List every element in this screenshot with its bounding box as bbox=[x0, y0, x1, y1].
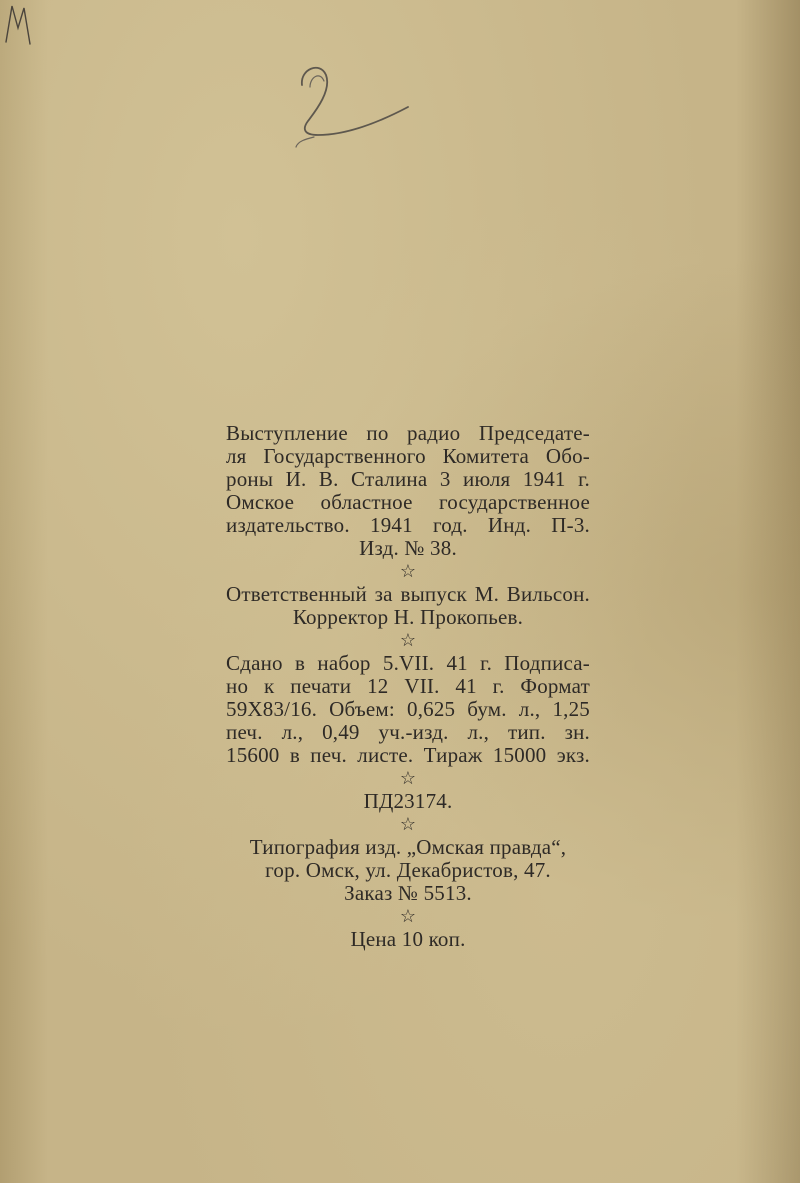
printer-line: гор. Омск, ул. Декабристов, 47. bbox=[265, 858, 551, 882]
star-separator: ☆ bbox=[399, 814, 417, 834]
print-details-line: Сдано в набор 5.VII. 41 г. Подписа- bbox=[226, 651, 590, 675]
printer-info bbox=[226, 836, 590, 882]
print-details-line: 15600 в печ. листе. Тираж 15000 экз. bbox=[226, 743, 590, 767]
description-line: ля Государственного Комитета Обо- bbox=[226, 444, 590, 468]
order-number: Заказ № 5513. bbox=[344, 881, 472, 905]
edition-number: Изд. № 38. bbox=[359, 536, 457, 560]
print-details-line: но к печати 12 VII. 41 г. Формат bbox=[226, 674, 590, 698]
star-separator: ☆ bbox=[399, 906, 417, 926]
corner-pencil-mark bbox=[0, 0, 40, 50]
censor-code: ПД23174. bbox=[363, 789, 453, 813]
corrector: Корректор Н. Прокопьев. bbox=[292, 605, 524, 629]
handwritten-page-number bbox=[280, 55, 420, 165]
star-separator: ☆ bbox=[399, 768, 417, 788]
print-details-line: печ. л., 0,49 уч.-изд. л., тип. зн. bbox=[226, 720, 590, 744]
description-line: роны И. В. Сталина 3 июля 1941 г. bbox=[226, 467, 590, 491]
description-line: издательство. 1941 год. Инд. П-3. bbox=[226, 513, 590, 537]
print-details bbox=[226, 652, 590, 767]
star-separator: ☆ bbox=[399, 630, 417, 650]
print-details-line: 59Х83/16. Объем: 0,625 бум. л., 1,25 bbox=[226, 697, 590, 721]
star-separator: ☆ bbox=[399, 561, 417, 581]
printer-line: Типография изд. „Омская правда“, bbox=[249, 835, 567, 859]
imprint-block bbox=[226, 422, 590, 951]
price: Цена 10 коп. bbox=[350, 927, 466, 951]
imprint-description bbox=[226, 422, 590, 537]
description-line: Выступление по радио Председате- bbox=[226, 421, 590, 445]
description-line: Омское областное государственное bbox=[226, 490, 590, 514]
responsible-editor: Ответственный за выпуск М. Вильсон. bbox=[226, 582, 590, 606]
